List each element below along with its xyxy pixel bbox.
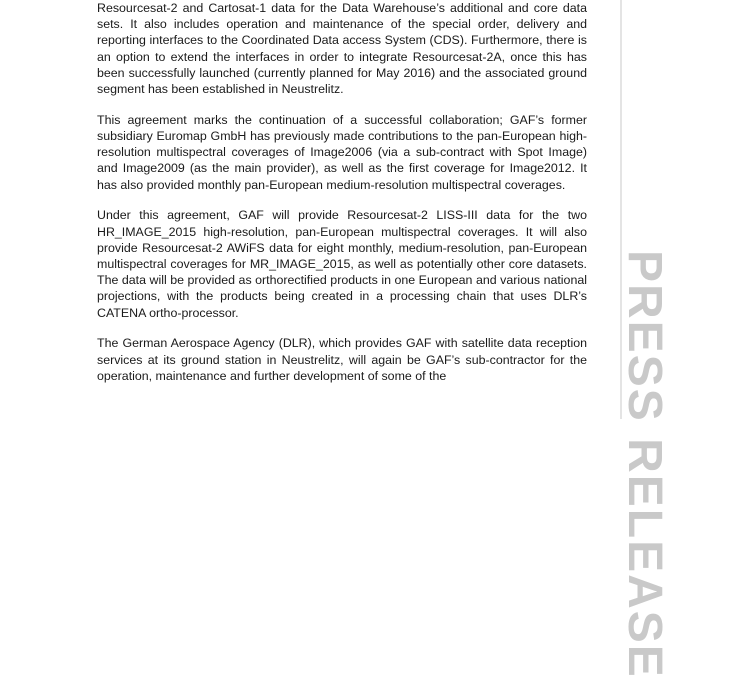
paragraph-1: Resourcesat-2 and Cartosat-1 data for the Data Warehouse’s additional and core data sets. It also includes operation and maintenance of the special order, delivery and reporting interfaces to the Coordinated Data access System (CDS). Furthermore, there is an option to extend the interfaces in order to integrate Resourcesat-2A, once this has been successfully launched (currently planned for May 2016) and the associated ground segment has been established in Neustrelitz.	[97, 1, 587, 97]
paragraph-2: This agreement marks the continuation of a successful collaboration; GAF’s former subsidiary Euromap GmbH has previously made contributions to the pan-European high-resolution multispectral coverages of Image2006 (via a sub-contract with Spot Image) and Image2009 (as the main provider), as well as the first coverage for Image2012. It has also provided monthly pan-European medium-resolution multispectral coverages.	[97, 112, 587, 192]
body-text	[97, 0, 587, 399]
paragraph-3: Under this agreement, GAF will provide Resourcesat-2 LISS-III data for the two HR_IMAGE_2015 high-resolution, pan-European multispectral coverages. It will also provide Resourcesat-2 AWiFS data for eight monthly, medium-resolution, pan-European multispectral coverages for MR_IMAGE_2015, as well as potentially other core datasets. The data will be provided as orthorectified products in one European and various national projections, with the products being created in a processing chain that uses DLR’s CATENA ortho-processor.	[97, 208, 587, 320]
press-release-side-label: PRESS RELEASE	[618, 250, 671, 679]
paragraph-4: The German Aerospace Agency (DLR), which provides GAF with satellite data reception services at its ground station in Neustrelitz, will again be GAF’s sub-contractor for the operation, maintenance and further development of some of the	[97, 336, 587, 383]
